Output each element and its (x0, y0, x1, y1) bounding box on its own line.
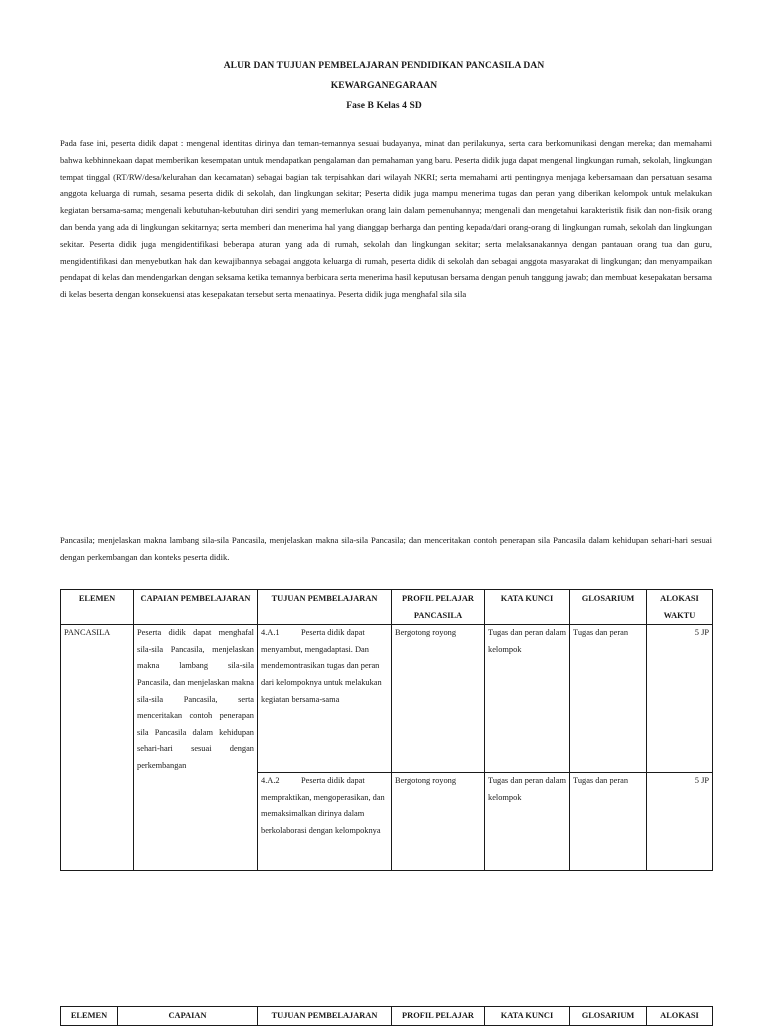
tujuan-text: Peserta didik dapat mempraktikan, mengoperasikan, dan memaksimalkan dirinya dalam berkolaborasi dengan kelompoknya (261, 776, 385, 835)
alokasi-cell: 5 JP (647, 773, 713, 871)
header-elemen: ELEMEN (61, 1007, 118, 1026)
table-header-row (61, 1007, 713, 1026)
tujuan-text: Peserta didik dapat menyambut, mengadaptasi. Dan mendemontrasikan tugas dan peran dari kelompoknya untuk melakukan kegiatan bersama-sama (261, 628, 382, 704)
learning-objectives-table-continued (60, 1006, 713, 1026)
header-tujuan: TUJUAN PEMBELAJARAN (258, 1007, 392, 1026)
table-row (61, 625, 713, 773)
tujuan-number: 4.A.2 (261, 776, 280, 786)
glosarium-cell: Tugas dan peran (570, 773, 647, 871)
header-glosarium: GLOSARIUM (570, 590, 647, 625)
header-alokasi: ALOKASI WAKTU (647, 590, 713, 625)
header-capaian: CAPAIAN PEMBELAJARAN (134, 590, 258, 625)
title-line-1: ALUR DAN TUJUAN PEMBELAJARAN PENDIDIKAN PANCASILA DAN (223, 61, 545, 71)
header-glosarium: GLOSARIUM (570, 1007, 647, 1026)
title-line-2: KEWARGANEGARAAN (330, 81, 438, 91)
elemen-cell: PANCASILA (61, 625, 134, 871)
intro-paragraph: Pada fase ini, peserta didik dapat : mengenal identitas dirinya dan teman-temannya sesuai budayanya, minat dan perilakunya, serta cara berkomunikasi dengan mereka; dan memahami bahwa kebhinnekaan dapat memberikan kesempatan untuk mendapatkan pengalaman dan pemahaman yang baru. Peserta didik juga dapat mengenal lingkungan rumah, sekolah, lingkungan tempat tinggal (RT/RW/desa/kelurahan dan kecamatan) sebagai bagian tak terpisahkan dari wilayah NKRI; serta memahami arti pentingnya menjaga kebersamaan dan persatuan sesama anggota keluarga di rumah, sesama peserta didik di sekolah, dan lingkungan sekitar; Peserta didik juga mampu menerima tugas dan peran yang diberikan kelompok untuk melakukan kegiatan bersama-sama; mengenali kebutuhan-kebutuhan diri sendiri yang memerlukan orang lain dalam pemenuhannya; mengenali dan mengetahui karakteristik fisik dan non-fisik orang dan benda yang ada di lingkungan sekitarnya; serta memberi dan menerima hal yang dianggap berharga dan penting kepada/dari orang-orang di lingkungan rumah, sekolah dan lingkungan sekitar. Peserta didik juga mengidentifikasi beberapa aturan yang ada di rumah, sekolah dan lingkungan sekitar; serta melaksanakannya dengan pantauan orang tua dan guru, mengidentifikasi dan menyebutkan hak dan kewajibannya sebagai anggota keluarga di rumah, peserta didik di sekolah dan sebagai anggota masyarakat di lingkungan; dan menyampaikan pendapat di kelas dan mendengarkan dengan seksama ketika temannya berbicara serta menerima hasil keputusan bersama dengan penuh tanggung jawab; dan membuat kesepakatan bersama di kelas beserta dengan konsekuensi atas kesepakatan tersebut serta menaatinya. Peserta didik juga menghafal sila sila (60, 138, 712, 300)
header-alokasi: ALOKASI (647, 1007, 713, 1026)
header-tujuan: TUJUAN PEMBELAJARAN (258, 590, 392, 625)
table-header-row (61, 590, 713, 625)
title-line-3: Fase B Kelas 4 SD (346, 101, 422, 111)
learning-objectives-table (60, 589, 713, 871)
header-elemen: ELEMEN (61, 590, 134, 625)
tujuan-cell (258, 773, 392, 871)
profil-cell: Bergotong royong (392, 625, 485, 773)
header-capaian: CAPAIAN (118, 1007, 258, 1026)
kata-kunci-cell: Tugas dan peran dalam kelompok (485, 773, 570, 871)
glosarium-cell: Tugas dan peran (570, 625, 647, 773)
header-profil: PROFIL PELAJAR (392, 1007, 485, 1026)
alokasi-cell: 5 JP (647, 625, 713, 773)
tujuan-number: 4.A.1 (261, 628, 280, 638)
document-title (0, 56, 768, 116)
tujuan-cell (258, 625, 392, 773)
continuation-paragraph: Pancasila; menjelaskan makna lambang sila-sila Pancasila, menjelaskan makna sila-sila Pancasila; dan menceritakan contoh penerapan sila Pancasila dalam kehidupan sehari-hari sesuai dengan perkembangan dan konteks peserta didik. (60, 535, 712, 562)
header-kata-kunci: KATA KUNCI (485, 590, 570, 625)
header-profil: PROFIL PELAJAR PANCASILA (392, 590, 485, 625)
header-kata-kunci: KATA KUNCI (485, 1007, 570, 1026)
profil-cell: Bergotong royong (392, 773, 485, 871)
capaian-cell: Peserta didik dapat menghafal sila-sila Pancasila, menjelaskan makna lambang sila-sila Pancasila, dan menjelaskan makna sila-sila Pancasila, serta menceritakan contoh penerapan sila Pancasila dalam kehidupan sehari-hari sesuai dengan perkembangan (134, 625, 258, 871)
kata-kunci-cell: Tugas dan peran dalam kelompok (485, 625, 570, 773)
